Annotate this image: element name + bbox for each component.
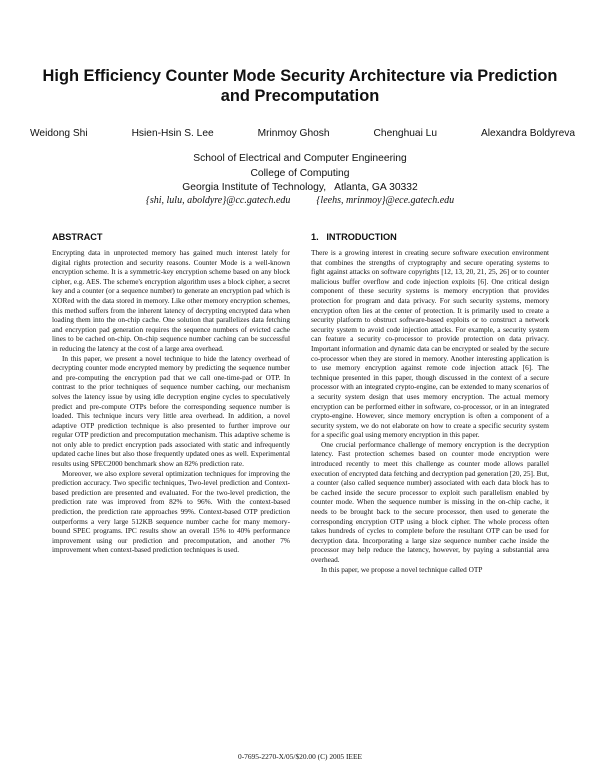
intro-paragraph: In this paper, we propose a novel technique called OTP: [321, 564, 483, 574]
affiliation: [60, 152, 540, 196]
introduction-column: [311, 232, 549, 574]
author: Weidong Shi: [30, 128, 88, 139]
abstract-paragraph: Encrypting data in unprotected memory has gained much interest lately for digital rights protection and security reasons. Counter Mode is a well-known encryption scheme. It is a symmetric-key encryption scheme based on any block cipher, e.g. AES. The scheme's encryption algorithm uses a block cipher, a secret key and a counter (or a sequence number) to generate an encryption pad which is XORed with the data stored in memory. Like other memory encryption schemes, this method suffers from the inherent latency of decrypting encrypted data when loading them into the on-chip cache. One solution that parallelizes data fetching and encryption pad generation requires the sequence numbers of evicted cache lines to be cached on-chip. On-chip sequence number caching can be successful in reducing the latency at the cost of a large area overhead.: [52, 248, 290, 353]
intro-paragraph: One crucial performance challenge of memory encryption is the decryption latency. Fast protection schemes based on counter mode encryption were introduced recently to meet this challenge as counter mode allows parallel execution of encrypted data fetching and decryption pad generation [20, 25]. But, a counter (also called sequence number) associated with each data block has to be cached inside the secure processor to exploit such parallelism enabled by counter mode. When the sequence number is missing in the on-chip cache, it needs to be brought back to the secure processor, then used to generate the corresponding encryption OTP using a block cipher. The whole process often takes hundreds of cycles to complete before the resultant OTP can be used for decryption data. Incorporating a large size sequence number cache inside the processor may help reduce the latency, however, by paying a substantial area overhead.: [311, 439, 549, 564]
author: Alexandra Boldyreva: [480, 128, 575, 139]
abstract-paragraph: In this paper, we present a novel technique to hide the latency overhead of decrypting counter mode encrypted memory by predicting the sequence number and pre-computing the encryption pad that we call one-time-pad or OTP. In contrast to the prior techniques of sequence number caching, our mechanism solves the latency issue by using idle decryption engine cycles to speculatively predict and pre-compute OTPs before the corresponding sequence number is loaded. This technique incurs very little area overhead. In addition, a novel adaptive OTP prediction technique is also presented to further improve our regular OTP prediction and precomputation mechanism. This adaptive scheme is not only able to predict encryption pads associated with static and infrequently updated cache lines but also those frequently updated ones as well. Experimental results using SPEC2000 benchmark show an 82% prediction rate.: [52, 353, 290, 469]
abstract-paragraph: Moreover, we also explore several optimization techniques for improving the prediction accuracy. Two specific techniques, Two-level prediction and Context-based prediction are presented and evaluated. For the two-level prediction, the prediction rate was improved from 82% to 96%. With the context-based prediction, the prediction rate approaches 99%. Context-based OTP prediction outperforms a very large 512KB sequence number cache for many memory-bound SPEC programs. IPC results show an overall 15% to 40% performance improvement using our prediction and precomputation, and another 7% improvement when context-based prediction techniques is used.: [52, 468, 290, 555]
abstract-heading: ABSTRACT: [52, 232, 103, 242]
email: {shi, lulu, aboldyre}@cc.gatech.edu: [145, 195, 291, 206]
abstract-column: [52, 232, 290, 555]
intro-paragraph: There is a growing interest in creating secure software execution environment that combines the strengths of cryptography and secure operating systems to fight against attacks on software copyrights [12, 13, 20, 21, 25, 26] or to counter malicious buffer overflow and code injection exploits [6]. One critical design component of these security systems is memory encryption that provides protection for program and data privacy. For such security systems, memory encryption often lies at the center of protection. It is primarily used to create a security platform to obstruct software-based exploits or to construct a network security system to avoid code injection attacks. For example, a security system can feature a security co-processor to provide protection on data privacy. Important information and dynamic data can be encrypted or sealed by the secure co-processor when they are stored in memory. Another interesting application is to use memory encryption against remote code injection attack [6]. The technique presented in this paper, though discussed in the context of a secure processor with an integrated crypto-engine, can be extended to many scenarios of a security system design that uses memory encryption. The actual memory encryption can be performed either in software, co-processor, or in an integrated crypto-engine. However, since memory encryption is often a component of a security system, we do not elaborate on how to create a specific security system for a specific goal using memory encryption in this paper.: [311, 248, 549, 440]
affiliation-line: College of Computing: [250, 167, 350, 179]
author: Chenghuai Lu: [373, 128, 437, 139]
email-list: [60, 195, 540, 206]
author: Mrinmoy Ghosh: [257, 128, 330, 139]
email: {leehs, mrinmoy}@ece.gatech.edu: [316, 195, 455, 206]
author: Hsien-Hsin S. Lee: [131, 128, 214, 139]
paper-title: High Efficiency Counter Mode Security Architecture via Prediction and Precomputation: [42, 67, 558, 105]
author-list: [30, 128, 575, 139]
introduction-heading: 1. INTRODUCTION: [311, 232, 397, 242]
affiliation-line: School of Electrical and Computer Engineering: [193, 153, 407, 164]
affiliation-line: Georgia Institute of Technology, Atlanta, GA 30332: [182, 182, 418, 193]
copyright-footer: 0-7695-2270-X/05/$20.00 (C) 2005 IEEE: [238, 752, 362, 761]
